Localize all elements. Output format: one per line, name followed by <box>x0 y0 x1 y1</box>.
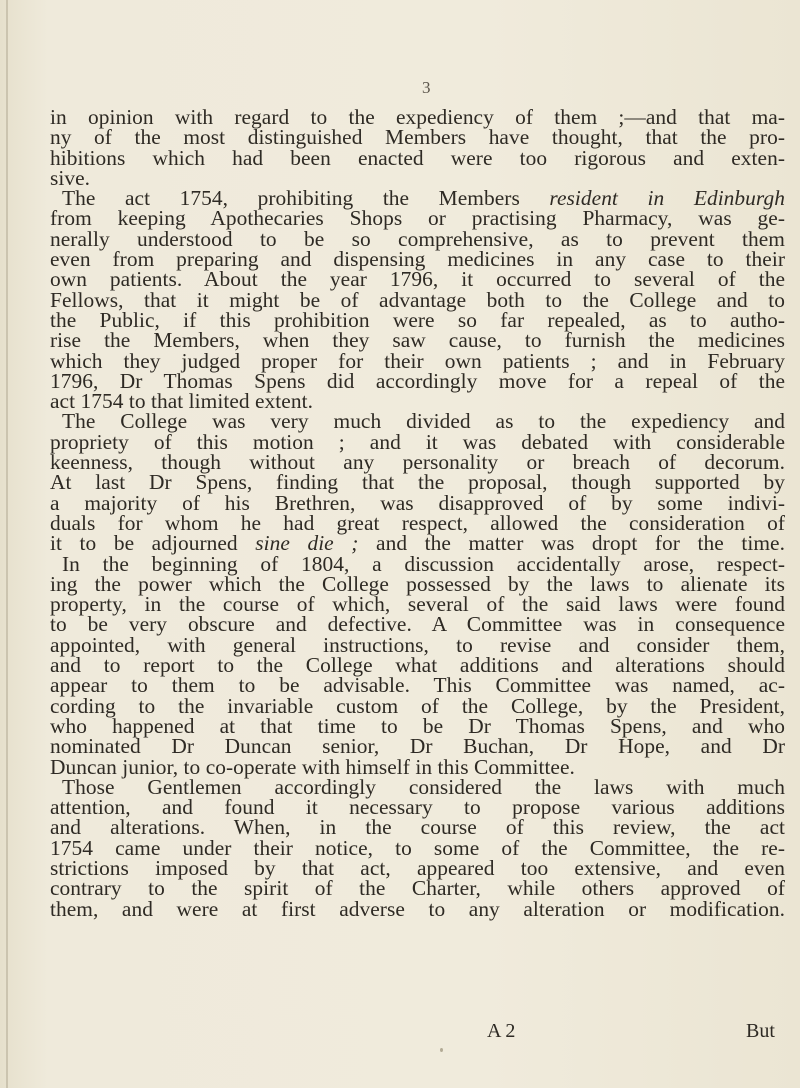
text-line: The College was very much divided as to the expediency and <box>62 409 785 434</box>
text-line: contrary to the spirit of the Charter, while others approved of <box>50 876 785 901</box>
text-line: strictions imposed by that act, appeared too extensive, and even <box>50 855 785 880</box>
text-line: cording to the invariable custom of the College, by the President, <box>50 693 785 718</box>
text-line: who happened at that time to be Dr Thomas Spens, and who <box>50 713 785 738</box>
text-line: nominated Dr Duncan senior, Dr Buchan, Dr Hope, and Dr <box>50 734 785 759</box>
text-line <box>50 186 785 211</box>
text-line: propriety of this motion ; and it was debated with considerable <box>50 429 785 454</box>
text-segment: and the matter was dropt for the time. <box>358 531 785 556</box>
text-line: rise the Members, when they saw cause, to furnish the medicines <box>50 328 785 353</box>
text-line: ny of the most distinguished Members have thought, that the pro- <box>50 125 785 150</box>
text-line: even from preparing and dispensing medicines in any case to their <box>50 247 785 272</box>
page-number: 3 <box>422 78 431 97</box>
text-line: hibitions which had been enacted were too rigorous and exten- <box>50 145 785 170</box>
text-line: and alterations. When, in the course of this review, the act <box>50 815 785 840</box>
text-line: In the beginning of 1804, a discussion accidentally arose, respect- <box>62 551 785 576</box>
body-text <box>50 107 785 919</box>
text-line: them, and were at first adverse to any alteration or modification. <box>50 896 785 921</box>
text-line: ing the power which the College possessed by the laws to alienate its <box>50 571 785 596</box>
text-segment: The act 1754, prohibiting the Members <box>62 186 550 211</box>
text-line: a majority of his Brethren, was disapproved of by some indivi- <box>50 490 785 515</box>
page-footer <box>0 1020 800 1042</box>
text-line: own patients. About the year 1796, it occurred to several of the <box>50 267 785 292</box>
text-line: the Public, if this prohibition were so far repealed, as to autho- <box>50 307 785 332</box>
text-line: Those Gentlemen accordingly considered the laws with much <box>62 774 785 799</box>
text-line: appear to them to be advisable. This Committee was named, ac- <box>50 673 785 698</box>
italic-phrase: resident in Edinburgh <box>549 186 785 211</box>
text-line: from keeping Apothecaries Shops or practising Pharmacy, was ge- <box>50 206 785 231</box>
text-line: in opinion with regard to the expediency of them ;—and that ma- <box>50 105 785 129</box>
text-line: 1754 came under their notice, to some of the Committee, the re- <box>50 835 785 860</box>
text-line: and to report to the College what additions and alterations should <box>50 653 785 678</box>
text-line: appointed, with general instructions, to revise and consider them, <box>50 632 785 657</box>
text-line: duals for whom he had great respect, allowed the consideration of <box>50 510 785 535</box>
text-line: which they judged proper for their own patients ; and in February <box>50 348 785 373</box>
italic-phrase: sine die ; <box>255 531 359 556</box>
text-line: sive. <box>50 165 91 190</box>
page-edge-shadow <box>6 0 8 1088</box>
text-line: property, in the course of which, several of the said laws were found <box>50 592 785 617</box>
text-segment: it to be adjourned <box>50 531 256 556</box>
text-line <box>50 531 785 556</box>
text-line: 1796, Dr Thomas Spens did accordingly move for a repeal of the <box>50 368 785 393</box>
text-line: act 1754 to that limited extent. <box>50 389 313 414</box>
text-line: Duncan junior, to co-operate with himself in this Committee. <box>50 754 575 779</box>
text-line: keenness, though without any personality or breach of decorum. <box>50 450 785 475</box>
paper-speck <box>440 1048 443 1052</box>
catchword: But <box>746 1020 775 1042</box>
signature-mark: A 2 <box>487 1020 516 1042</box>
text-line: At last Dr Spens, finding that the proposal, though supported by <box>50 470 785 495</box>
text-line: to be very obscure and defective. A Committee was in consequence <box>50 612 785 637</box>
text-line: attention, and found it necessary to propose various additions <box>50 795 785 820</box>
text-line: nerally understood to be so comprehensive, as to prevent them <box>50 226 785 251</box>
text-line: Fellows, that it might be of advantage both to the College and to <box>50 287 785 312</box>
